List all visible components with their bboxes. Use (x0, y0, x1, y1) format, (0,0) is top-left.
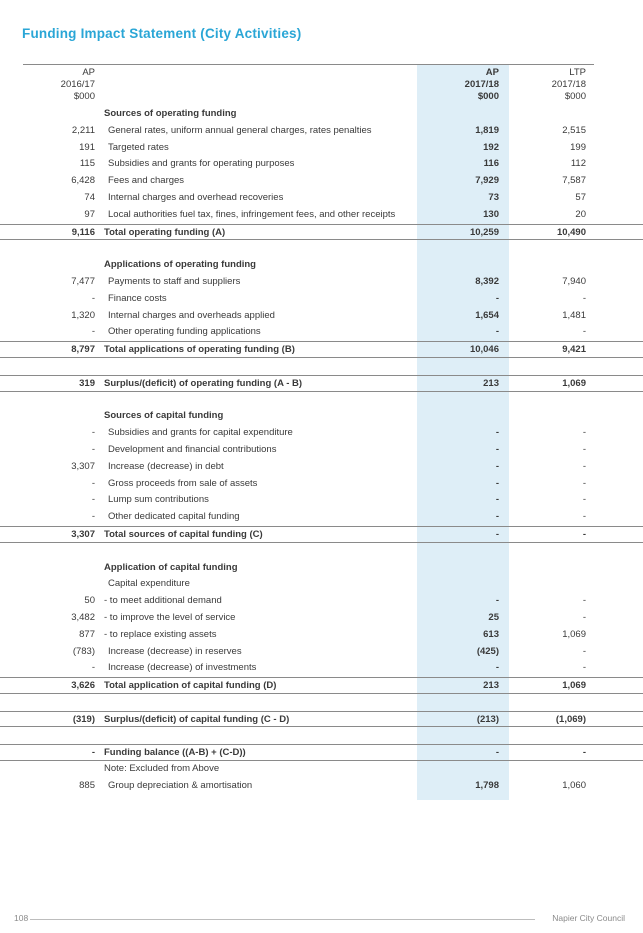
cell-prior-year: 8,797 (71, 344, 95, 356)
cell-description: Subsidies and grants for operating purposes (108, 158, 295, 170)
cell-description: Total applications of operating funding (B) (104, 344, 295, 356)
cell-current-year: - (495, 326, 499, 338)
cell-prior-year: - (91, 443, 95, 455)
cell-current-year: - (495, 595, 499, 607)
cell-prior-year: - (91, 662, 95, 674)
cell-description: Surplus/(deficit) of capital funding (C - D) (104, 713, 290, 725)
cell-ltp: (1,069) (555, 713, 586, 725)
table-row (0, 190, 643, 207)
cell-current-year: 213 (483, 377, 499, 389)
cell-description: Note: Excluded from Above (104, 763, 220, 775)
cell-current-year: 7,929 (475, 175, 499, 187)
cell-prior-year: 74 (84, 191, 95, 203)
table-row (0, 291, 643, 308)
cell-ltp: - (582, 511, 586, 523)
table-total-row (0, 341, 643, 358)
cell-prior-year: - (91, 747, 95, 759)
cell-description: Local authorities fuel tax, fines, infringement fees, and other receipts (108, 208, 396, 220)
cell-current-year: - (495, 443, 499, 455)
cell-current-year: 192 (483, 141, 499, 153)
table-spacer-row (0, 727, 643, 744)
column-header-prev-line1: AP (82, 67, 95, 78)
cell-description: Increase (decrease) in debt (108, 460, 224, 472)
cell-ltp: 199 (570, 141, 586, 153)
column-header-ltp-line1: LTP (569, 67, 586, 78)
table-total-row (0, 224, 643, 241)
cell-ltp: - (582, 443, 586, 455)
table-row (0, 257, 643, 274)
page-number: 108 (14, 913, 29, 923)
cell-ltp: - (582, 645, 586, 657)
cell-current-year: 1,798 (475, 779, 499, 791)
column-header-prev-line3: $000 (73, 91, 95, 102)
table-row (0, 644, 643, 661)
cell-description: Internal charges and overhead recoveries (108, 191, 284, 203)
cell-description: Capital expenditure (108, 578, 190, 590)
cell-ltp: - (582, 427, 586, 439)
cell-ltp: 1,481 (562, 309, 586, 321)
table-total-row (0, 744, 643, 761)
column-header-current-line1: AP (485, 67, 499, 78)
cell-description: Sources of operating funding (104, 108, 237, 119)
cell-description: Funding balance ((A-B) + (C-D)) (104, 747, 246, 759)
table-row (0, 576, 643, 593)
cell-description: Total sources of capital funding (C) (104, 528, 263, 540)
table-row (0, 761, 643, 778)
cell-description: Sources of capital funding (104, 410, 224, 422)
cell-description: Total application of capital funding (D) (104, 680, 277, 692)
cell-ltp: 20 (575, 208, 586, 220)
cell-ltp: - (582, 494, 586, 506)
column-header-ltp-line3: $000 (564, 91, 586, 102)
table-total-row (0, 677, 643, 694)
cell-description: Group depreciation & amortisation (108, 779, 253, 791)
cell-ltp: 9,421 (562, 344, 586, 356)
footer-organisation: Napier City Council (552, 913, 625, 923)
cell-ltp: 1,060 (562, 779, 586, 791)
cell-prior-year: - (91, 292, 95, 304)
table-row (0, 324, 643, 341)
cell-description: Other operating funding applications (108, 326, 261, 338)
cell-ltp: - (582, 460, 586, 472)
table-spacer-row (0, 543, 643, 560)
cell-current-year: 1,819 (475, 124, 499, 136)
table-row (0, 492, 643, 509)
cell-prior-year: - (91, 427, 95, 439)
cell-prior-year: 3,307 (71, 460, 95, 472)
cell-ltp: 2,515 (562, 124, 586, 136)
table-row (0, 308, 643, 325)
cell-current-year: 1,654 (475, 309, 499, 321)
cell-ltp: 1,069 (562, 377, 586, 389)
cell-ltp: - (582, 326, 586, 338)
cell-ltp: - (582, 477, 586, 489)
cell-current-year: - (495, 427, 499, 439)
cell-ltp: - (582, 292, 586, 304)
cell-ltp: 112 (570, 158, 586, 170)
column-header-ltp-line2: 2017/18 (551, 79, 586, 90)
cell-ltp: 1,069 (562, 680, 586, 692)
table-spacer-row (0, 694, 643, 711)
cell-current-year: - (495, 477, 499, 489)
cell-prior-year: 319 (79, 377, 95, 389)
cell-description: Increase (decrease) in reserves (108, 645, 242, 657)
column-header-current-line3: $000 (477, 91, 499, 102)
table-row (0, 274, 643, 291)
cell-description: - to improve the level of service (104, 611, 236, 623)
table-row (0, 610, 643, 627)
cell-ltp: 57 (575, 191, 586, 203)
table-row (0, 425, 643, 442)
table-total-row (0, 375, 643, 392)
page-title: Funding Impact Statement (City Activities) (22, 26, 302, 41)
cell-prior-year: 50 (84, 595, 95, 607)
cell-current-year: 10,259 (469, 226, 499, 238)
table-row (0, 106, 643, 123)
column-header-prev (23, 67, 95, 103)
cell-description: Subsidies and grants for capital expenditure (108, 427, 293, 439)
table-total-row (0, 526, 643, 543)
cell-prior-year: 7,477 (71, 275, 95, 287)
cell-description: Surplus/(deficit) of operating funding (A - B) (104, 377, 303, 389)
cell-prior-year: 3,626 (71, 680, 95, 692)
cell-description: Fees and charges (108, 175, 185, 187)
cell-prior-year: 9,116 (71, 226, 95, 238)
cell-current-year: 10,046 (469, 344, 499, 356)
cell-current-year: (425) (476, 645, 499, 657)
cell-description: - to meet additional demand (104, 595, 222, 607)
column-header-prev-line2: 2016/17 (60, 79, 95, 90)
cell-ltp: - (582, 747, 586, 759)
cell-prior-year: 191 (79, 141, 95, 153)
cell-prior-year: 3,482 (71, 611, 95, 623)
cell-current-year: - (495, 292, 499, 304)
cell-prior-year: 6,428 (71, 175, 95, 187)
column-header-current-line2: 2017/18 (464, 79, 499, 90)
cell-description: Internal charges and overheads applied (108, 309, 275, 321)
cell-current-year: 116 (483, 158, 499, 170)
cell-prior-year: 2,211 (71, 124, 95, 136)
cell-prior-year: - (91, 511, 95, 523)
cell-current-year: - (495, 662, 499, 674)
table-row (0, 560, 643, 577)
cell-ltp: 7,940 (562, 275, 586, 287)
cell-description: Increase (decrease) of investments (108, 662, 257, 674)
cell-ltp: - (582, 611, 586, 623)
cell-current-year: - (495, 747, 499, 759)
footer-rule (30, 919, 535, 920)
cell-description: Applications of operating funding (104, 259, 256, 271)
table-row (0, 509, 643, 526)
cell-current-year: 8,392 (475, 275, 499, 287)
cell-description: Payments to staff and suppliers (108, 275, 241, 287)
cell-prior-year: - (91, 494, 95, 506)
cell-prior-year: 877 (79, 628, 95, 640)
cell-current-year: 613 (483, 628, 499, 640)
table-row (0, 627, 643, 644)
cell-description: Application of capital funding (104, 561, 238, 573)
cell-current-year: - (495, 528, 499, 540)
cell-ltp: - (582, 595, 586, 607)
cell-current-year: (213) (476, 713, 499, 725)
cell-prior-year: - (91, 326, 95, 338)
cell-ltp: 1,069 (562, 628, 586, 640)
cell-prior-year: 1,320 (71, 309, 95, 321)
table-row (0, 408, 643, 425)
cell-description: Other dedicated capital funding (108, 511, 240, 523)
table-row (0, 173, 643, 190)
column-header-current (417, 67, 499, 103)
cell-prior-year: 3,307 (71, 528, 95, 540)
cell-current-year: - (495, 511, 499, 523)
cell-prior-year: 885 (79, 779, 95, 791)
cell-description: General rates, uniform annual general charges, rates penalties (108, 124, 372, 136)
cell-description: Total operating funding (A) (104, 226, 226, 238)
table-row (0, 207, 643, 224)
table-spacer-row (0, 358, 643, 375)
cell-prior-year: 97 (84, 208, 95, 220)
table-row (0, 593, 643, 610)
cell-current-year: - (495, 494, 499, 506)
cell-prior-year: (783) (72, 645, 95, 657)
cell-ltp: - (582, 662, 586, 674)
table-row (0, 123, 643, 140)
table-row (0, 778, 643, 795)
table-spacer-row (0, 240, 643, 257)
cell-ltp: - (582, 528, 586, 540)
table-row (0, 140, 643, 157)
cell-description: - to replace existing assets (104, 628, 217, 640)
cell-prior-year: - (91, 477, 95, 489)
cell-prior-year: 115 (79, 158, 95, 170)
table-row (0, 459, 643, 476)
cell-description: Lump sum contributions (108, 494, 209, 506)
funding-impact-table (0, 106, 643, 795)
table-top-rule (23, 64, 594, 65)
cell-current-year: 73 (488, 191, 499, 203)
table-row (0, 442, 643, 459)
table-row (0, 156, 643, 173)
column-header-ltp (509, 67, 586, 103)
cell-ltp: 7,587 (562, 175, 586, 187)
cell-description: Gross proceeds from sale of assets (108, 477, 258, 489)
cell-prior-year: (319) (72, 713, 95, 725)
table-row (0, 660, 643, 677)
cell-ltp: 10,490 (556, 226, 586, 238)
cell-description: Targeted rates (108, 141, 169, 153)
cell-current-year: 25 (488, 611, 499, 623)
cell-current-year: 130 (483, 208, 499, 220)
cell-description: Development and financial contributions (108, 443, 277, 455)
cell-current-year: 213 (483, 680, 499, 692)
table-spacer-row (0, 392, 643, 409)
table-row (0, 476, 643, 493)
table-total-row (0, 711, 643, 728)
cell-current-year: - (495, 460, 499, 472)
cell-description: Finance costs (108, 292, 167, 304)
